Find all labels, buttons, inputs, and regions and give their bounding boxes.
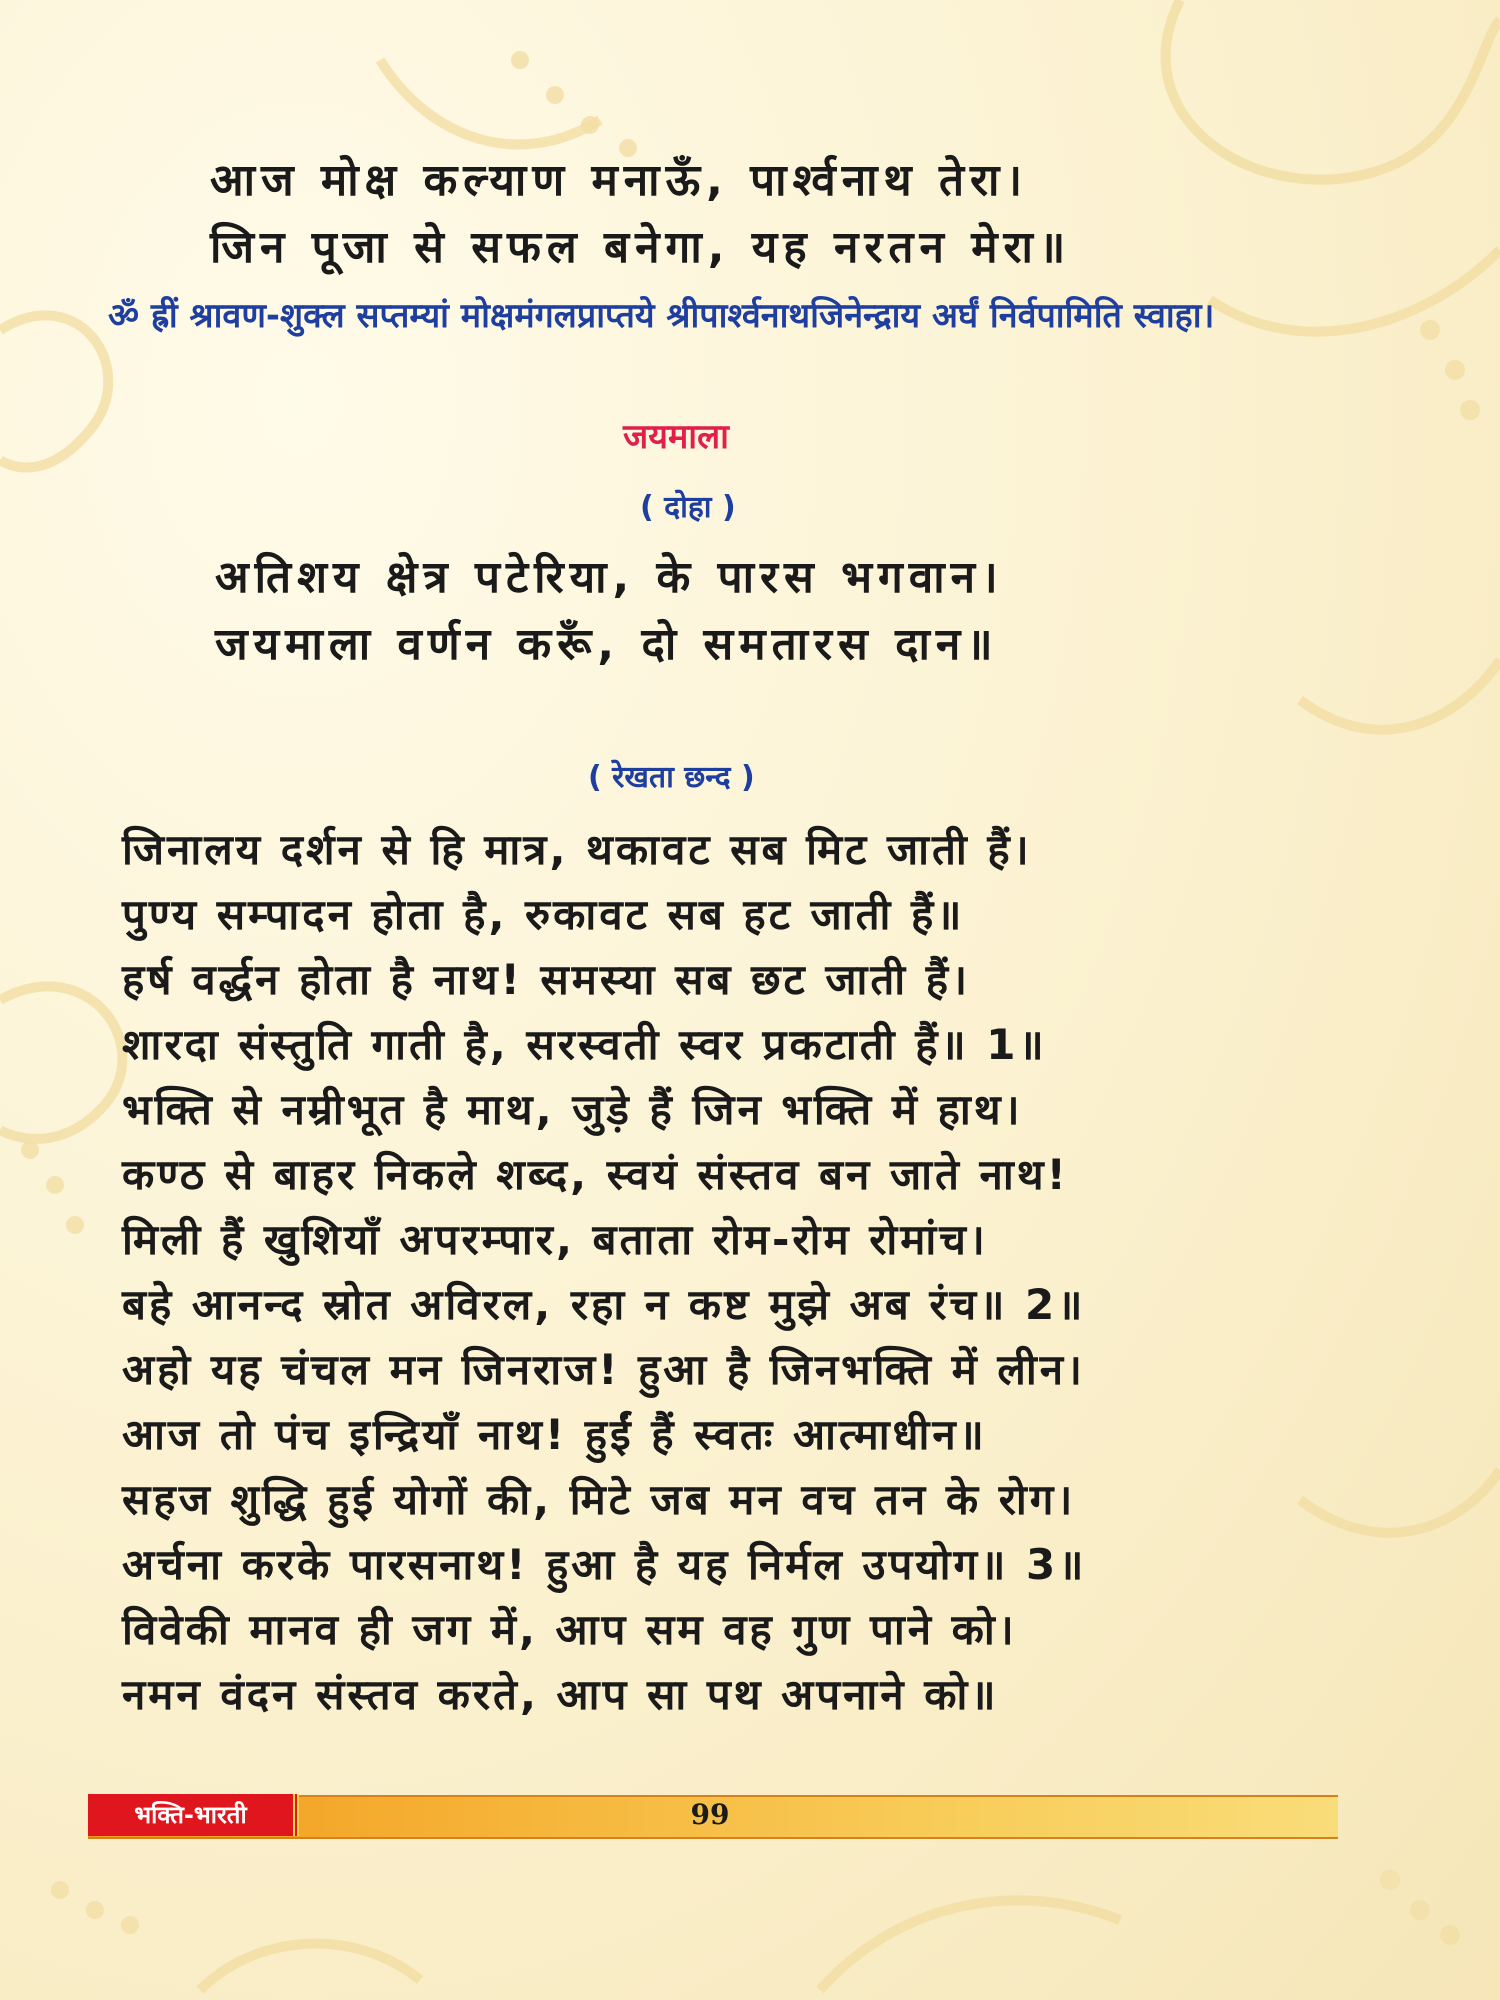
chhand-line: नमन वंदन संस्तव करते, आप सा पथ अपनाने को॥ — [122, 1670, 999, 1719]
chhand-label: ( रेखता छन्द ) — [588, 760, 755, 795]
chhand-line: बहे आनन्द स्रोत अविरल, रहा न कष्ट मुझे अब रंच॥ 2॥ — [122, 1280, 1086, 1329]
chhand-line: अर्चना करके पारसनाथ! हुआ है यह निर्मल उपयोग॥ 3॥ — [122, 1540, 1087, 1589]
doha-line: जयमाला वर्णन करूँ, दो समतारस दान॥ — [215, 619, 999, 670]
verse-line: आज मोक्ष कल्याण मनाऊँ, पार्श्वनाथ तेरा। — [210, 155, 1029, 206]
chhand-line: सहज शुद्धि हुई योगों की, मिटे जब मन वच तन के रोग। — [122, 1475, 1076, 1524]
chhand-line: भक्ति से नम्रीभूत है माथ, जुड़े हैं जिन भक्ति में हाथ। — [122, 1085, 1023, 1134]
chhand-line: विवेकी मानव ही जग में, आप सम वह गुण पाने को। — [122, 1605, 1017, 1654]
book-title-tag: भक्ति-भारती — [88, 1794, 299, 1836]
doha-line: अतिशय क्षेत्र पटेरिया, के पारस भगवान। — [215, 552, 1004, 603]
chhand-line: अहो यह चंचल मन जिनराज! हुआ है जिनभक्ति में लीन। — [122, 1345, 1085, 1394]
doha-label: ( दोहा ) — [640, 490, 736, 525]
chhand-line: जिनालय दर्शन से हि मात्र, थकावट सब मिट जाती हैं। — [122, 825, 1032, 874]
chhand-line: शारदा संस्तुति गाती है, सरस्वती स्वर प्रकटाती हैं॥ 1॥ — [122, 1020, 1047, 1069]
chhand-line: हर्ष वर्द्धन होता है नाथ! समस्या सब छट जाती हैं। — [122, 955, 971, 1004]
page-number: 99 — [690, 1798, 730, 1831]
chhand-line: मिली हैं खुशियाँ अपरम्पार, बताता रोम-रोम रोमांच। — [122, 1215, 988, 1264]
chhand-line: कण्ठ से बाहर निकले शब्द, स्वयं संस्तव बन जाते नाथ! — [122, 1150, 1069, 1199]
jaymala-title: जयमाला — [623, 417, 729, 457]
chhand-line: आज तो पंच इन्द्रियाँ नाथ! हुईं हैं स्वतः आत्माधीन॥ — [122, 1410, 987, 1459]
verse-line: जिन पूजा से सफल बनेगा, यह नरतन मेरा॥ — [210, 222, 1072, 273]
mantra-text: ॐ ह्रीं श्रावण-शुक्ल सप्तम्यां मोक्षमंगलप्राप्तये श्रीपार्श्वनाथजिनेन्द्राय अर्घं निर्वपामिति स्वाहा। — [108, 296, 1215, 336]
chhand-line: पुण्य सम्पादन होता है, रुकावट सब हट जाती हैं॥ — [122, 890, 965, 939]
